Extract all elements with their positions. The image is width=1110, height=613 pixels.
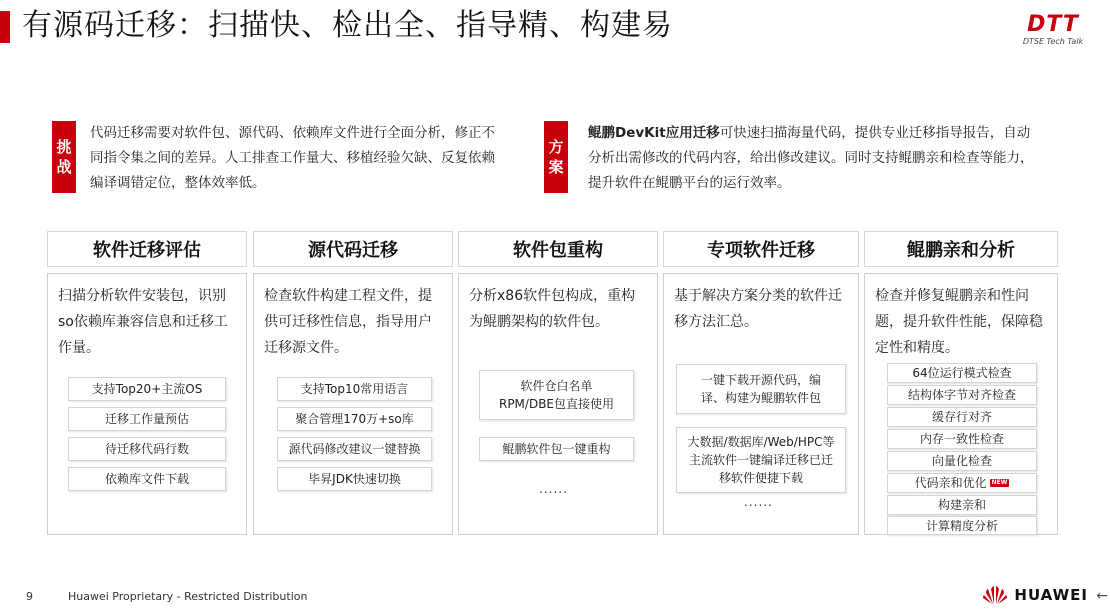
challenge-tag-char-2: 战: [56, 158, 72, 176]
huawei-logo: [982, 585, 1088, 605]
feature-item: 待迁移代码行数: [68, 437, 226, 461]
challenge-tag: [52, 121, 76, 193]
feature-item: 迁移工作量预估: [68, 407, 226, 431]
challenge-tag-char-1: 挑: [56, 138, 72, 156]
feature-item: 缓存行对齐: [887, 407, 1037, 427]
confidentiality-label: Huawei Proprietary - Restricted Distribution: [68, 590, 308, 603]
huawei-wordmark: HUAWEI: [1014, 586, 1088, 604]
column-description: 分析x86软件包构成，重构为鲲鹏架构的软件包。: [469, 288, 636, 330]
feature-item: 软件仓白名单RPM/DBE包直接使用: [479, 370, 634, 420]
feature-item: 支持Top10常用语言: [277, 377, 432, 401]
more-ellipsis: ......: [744, 495, 773, 509]
column-title-special-software: 专项软件迁移: [663, 231, 859, 267]
column-title-package-rebuild: 软件包重构: [458, 231, 658, 267]
column-description: 检查软件构建工程文件，提供可迁移性信息，指导用户迁移源文件。: [264, 288, 432, 356]
column-title-migration-assessment: 软件迁移评估: [47, 231, 247, 267]
huawei-flower-icon: [982, 585, 1008, 605]
new-badge: NEW: [991, 479, 1008, 486]
feature-item: 一键下载开源代码，编译、构建为鲲鹏软件包: [676, 364, 846, 414]
feature-item-label: 代码亲和优化: [914, 476, 987, 490]
feature-item: 计算精度分析: [887, 516, 1037, 535]
column-migration-assessment: [47, 273, 247, 535]
feature-item: 结构体字节对齐检查: [887, 385, 1037, 405]
column-title-source-migration: 源代码迁移: [253, 231, 453, 267]
column-description: 检查并修复鲲鹏亲和性问题，提升软件性能，保障稳定性和精度。: [875, 288, 1043, 356]
solution-tag: [544, 121, 568, 193]
feature-item: 大数据/数据库/Web/HPC等主流软件一键编译迁移已迁移软件便捷下载: [676, 427, 846, 493]
feature-item: 源代码修改建议一键替换: [277, 437, 432, 461]
page-number: 9: [26, 590, 33, 603]
column-description: 基于解决方案分类的软件迁移方法汇总。: [674, 288, 842, 330]
feature-item: 支持Top20+主流OS: [68, 377, 226, 401]
challenge-text: 代码迁移需要对软件包、源代码、依赖库文件进行全面分析，修正不同指令集之间的差异。人工排查工作量大、移植经验欠缺、反复依赖编译调错定位，整体效率低。: [90, 125, 495, 191]
column-title-affinity-analysis: 鲲鹏亲和分析: [864, 231, 1058, 267]
back-arrow-icon[interactable]: ←: [1096, 588, 1108, 604]
solution-tag-char-1: 方: [548, 138, 564, 156]
feature-item: 内存一致性检查: [887, 429, 1037, 449]
feature-item: 64位运行模式检查: [887, 363, 1037, 383]
solution-product-name: 鲲鹏DevKit应用迁移: [588, 125, 720, 141]
solution-text: [588, 121, 1036, 196]
feature-item: 鲲鹏软件包一键重构: [479, 437, 634, 461]
feature-item: 聚合管理170万+so库: [277, 407, 432, 431]
dtt-logo: [1018, 14, 1088, 48]
more-ellipsis: ......: [539, 482, 568, 496]
column-source-migration: [253, 273, 453, 535]
dtt-logo-mark: DTT: [1027, 12, 1079, 37]
feature-item: 构建亲和: [887, 495, 1037, 515]
feature-item: 依赖库文件下载: [68, 467, 226, 491]
solution-description: 可快速扫描海量代码，提供专业迁移指导报告，自动分析出需修改的代码内容，给出修改建议。同时支持鲲鹏亲和检查等能力，提升软件在鲲鹏平台的运行效率。: [588, 125, 1034, 191]
title-accent-bar: [0, 11, 10, 43]
feature-item: 向量化检查: [887, 451, 1037, 471]
column-description: 扫描分析软件安装包，识别so依赖库兼容信息和迁移工作量。: [58, 288, 228, 356]
dtt-logo-subtitle: DTSE Tech Talk: [1022, 37, 1084, 46]
feature-item-new: [887, 473, 1037, 493]
column-affinity-analysis: [864, 273, 1058, 535]
column-special-software: [663, 273, 859, 535]
solution-tag-char-2: 案: [548, 158, 564, 176]
page-title: 有源码迁移：扫描快、检出全、指导精、构建易: [22, 8, 673, 43]
feature-item: 毕昇JDK快速切换: [277, 467, 432, 491]
column-package-rebuild: [458, 273, 658, 535]
